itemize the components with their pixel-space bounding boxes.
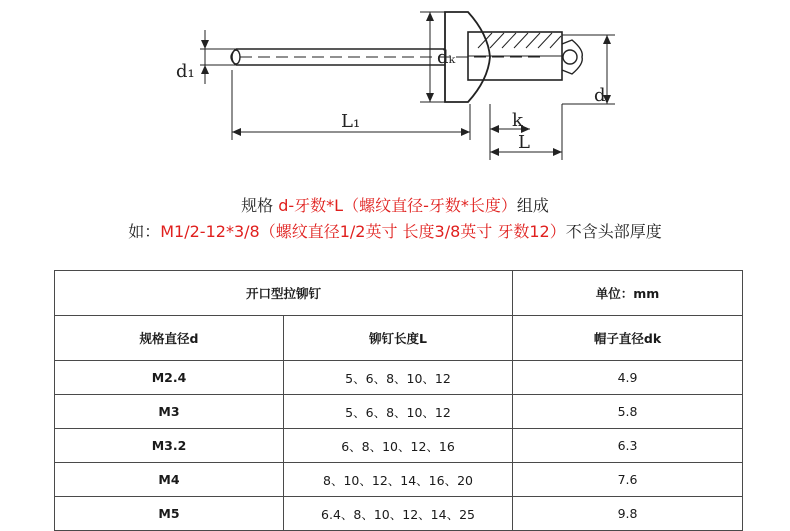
cell-length: 6、8、10、12、16 xyxy=(284,429,513,463)
table-unit: 单位：mm xyxy=(513,271,743,316)
cell-dk: 6.3 xyxy=(513,429,743,463)
header-head-diameter: 帽子直径dk xyxy=(513,316,743,361)
label-k: k xyxy=(512,110,523,131)
label-L: L xyxy=(518,132,530,153)
label-dk: dₖ xyxy=(437,47,456,68)
cell-spec: M2.4 xyxy=(55,361,284,395)
table-row xyxy=(55,497,743,531)
cell-spec: M5 xyxy=(55,497,284,531)
caption2-suffix: 不含头部厚度 xyxy=(565,222,662,241)
cell-length: 5、6、8、10、12 xyxy=(284,395,513,429)
table-header-row xyxy=(55,316,743,361)
caption2-prefix: 如： xyxy=(128,222,161,241)
table-row xyxy=(55,395,743,429)
header-length: 铆钉长度L xyxy=(284,316,513,361)
table-row xyxy=(55,463,743,497)
format-example xyxy=(0,219,790,242)
table-row xyxy=(55,429,743,463)
header-diameter: 规格直径d xyxy=(55,316,284,361)
table-title-row xyxy=(55,271,743,316)
rivet-diagram xyxy=(0,0,790,185)
cell-dk: 7.6 xyxy=(513,463,743,497)
cell-length: 8、10、12、14、16、20 xyxy=(284,463,513,497)
cell-dk: 5.8 xyxy=(513,395,743,429)
table-row xyxy=(55,361,743,395)
cell-dk: 4.9 xyxy=(513,361,743,395)
format-description xyxy=(0,193,790,216)
cell-spec: M3 xyxy=(55,395,284,429)
caption2-highlight: M1/2-12*3/8（螺纹直径1/2英寸 长度3/8英寸 牙数12） xyxy=(160,222,566,241)
caption1-prefix: 规格 xyxy=(241,196,279,215)
caption1-suffix: 组成 xyxy=(516,196,549,215)
label-d: d xyxy=(594,85,606,106)
spec-table xyxy=(54,270,743,531)
caption1-highlight: d-牙数*L（螺纹直径-牙数*长度） xyxy=(278,196,517,215)
table-title: 开口型拉铆钉 xyxy=(55,271,513,316)
cell-length: 6.4、8、10、12、14、25 xyxy=(284,497,513,531)
label-d1: d₁ xyxy=(176,61,195,82)
cell-length: 5、6、8、10、12 xyxy=(284,361,513,395)
cell-dk: 9.8 xyxy=(513,497,743,531)
label-L1: L₁ xyxy=(341,111,361,132)
cell-spec: M4 xyxy=(55,463,284,497)
cell-spec: M3.2 xyxy=(55,429,284,463)
